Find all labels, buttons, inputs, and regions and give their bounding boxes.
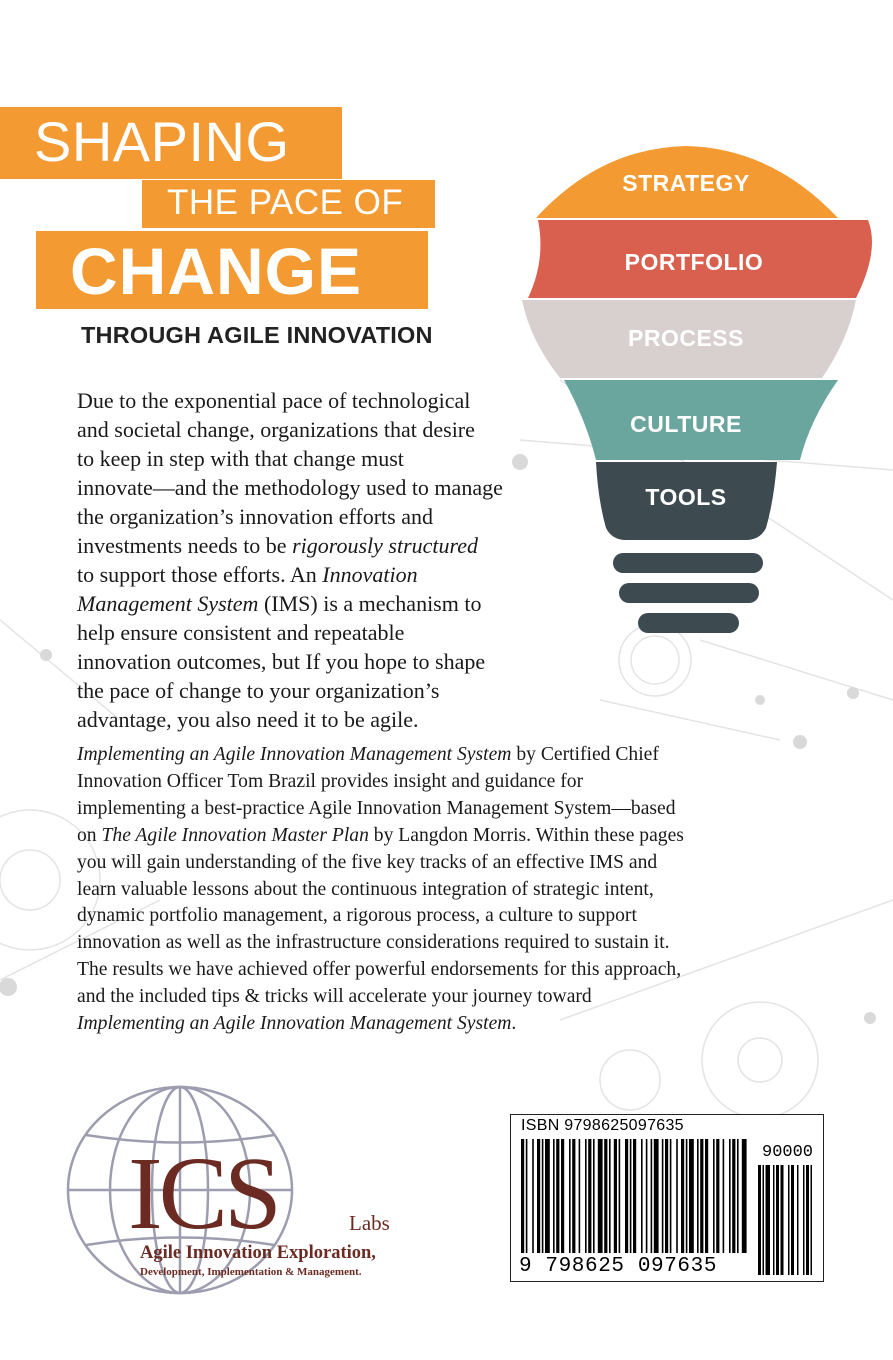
text-fragment: .: [511, 1013, 517, 1035]
isbn-barcode: [510, 1114, 824, 1282]
barcode-bar: [609, 1139, 611, 1253]
barcode-bar: [556, 1139, 559, 1253]
text-fragment: on: [77, 824, 102, 846]
barcode-bar: [630, 1139, 632, 1253]
barcode-bar: [537, 1139, 540, 1253]
barcode-bar: [569, 1139, 571, 1253]
text-line: you will gain understanding of the five key tracks of an effective IMS and: [77, 851, 658, 873]
subtitle: THROUGH AGILE INNOVATION: [81, 322, 433, 348]
bulb-label-tools: TOOLS: [645, 484, 727, 510]
barcode-bar: [646, 1139, 648, 1253]
barcode-bar: [737, 1139, 739, 1253]
barcode-bar: [633, 1139, 636, 1253]
text-fragment: to support those efforts. An: [77, 562, 323, 587]
barcode-bar: [689, 1139, 694, 1253]
barcode-bar: [614, 1139, 617, 1253]
barcode-bar: [766, 1165, 771, 1275]
bulb-label-culture: CULTURE: [630, 411, 742, 437]
barcode-bar: [806, 1165, 809, 1275]
barcode-bar: [763, 1165, 765, 1275]
title-line-3: CHANGE: [70, 234, 363, 308]
barcode-bar: [662, 1139, 664, 1253]
barcode-bar: [716, 1139, 719, 1253]
title-line-2: THE PACE OF: [167, 183, 404, 222]
barcode-bar: [588, 1139, 591, 1253]
text-line: help ensure consistent and repeatable: [77, 620, 405, 645]
text-line: innovation outcomes, but If you hope to shape: [77, 649, 486, 674]
barcode-bar: [532, 1139, 534, 1253]
text-line: learn valuable lessons about the continuous integration of strategic intent,: [77, 878, 654, 900]
logo-tagline-1: Agile Innovation Exploration,: [140, 1243, 376, 1263]
barcode-bar: [713, 1139, 715, 1253]
bulb-label-process: PROCESS: [628, 325, 744, 351]
barcode-bar: [697, 1139, 699, 1253]
barcode-bar: [788, 1165, 790, 1275]
barcode-bar: [654, 1139, 659, 1253]
barcode-bar: [776, 1165, 779, 1275]
barcode-bar: [729, 1139, 731, 1253]
text-line: The results we have achieved offer powerful endorsements for this approach,: [77, 959, 682, 981]
bulb-base-bar-1: [613, 553, 763, 573]
text-fragment: by Certified Chief: [511, 744, 659, 765]
barcode-bar: [545, 1139, 550, 1253]
text-line: implementing a best-practice Agile Innovation Management System—based: [77, 797, 676, 819]
barcode-bar: [572, 1139, 575, 1253]
text-fragment: (IMS) is a mechanism to: [258, 591, 482, 616]
text-line: innovation as well as the infrastructure considerations required to sustain it.: [77, 932, 670, 954]
text-fragment: investments needs to be: [77, 533, 293, 558]
text-line: Due to the exponential pace of technological: [77, 388, 471, 413]
text-line: innovate—and the methodology used to manage: [77, 475, 503, 500]
text-line: to keep in step with that change must: [77, 446, 404, 471]
barcode-bar: [593, 1139, 595, 1253]
bulb-label-strategy: STRATEGY: [622, 170, 750, 196]
text-line: Innovation Officer Tom Brazil provides insight and guidance for: [77, 770, 584, 792]
text-line: and societal change, organizations that desire: [77, 417, 475, 442]
logo-labs: Labs: [349, 1211, 390, 1235]
logo-letters: ICS: [128, 1136, 278, 1251]
text-fragment: by Langdon Morris. Within these pages: [368, 824, 684, 846]
barcode-bar: [641, 1139, 643, 1253]
barcode-bar: [676, 1139, 678, 1253]
barcode-bar: [625, 1139, 628, 1253]
barcode-bar: [585, 1139, 587, 1253]
text-line: and the included tips & tricks will accelerate your journey toward: [77, 986, 592, 1008]
text-line: the pace of change to your organization’s: [77, 678, 440, 703]
text-line: dynamic portfolio management, a rigorous process, a culture to support: [77, 905, 637, 927]
barcode-bar: [604, 1139, 607, 1253]
bulb-base-bar-2: [619, 583, 759, 603]
bulb-label-portfolio: PORTFOLIO: [624, 249, 764, 275]
italic-fragment: Management System: [77, 591, 259, 616]
barcode-bar: [542, 1139, 544, 1253]
barcode-bar: [651, 1139, 653, 1253]
italic-fragment: The Agile Innovation Master Plan: [101, 824, 369, 846]
barcode-bar: [791, 1165, 794, 1275]
barcode-bar: [705, 1139, 708, 1253]
barcode-bar: [803, 1165, 805, 1275]
barcode-bar: [665, 1139, 668, 1253]
barcode-bar: [670, 1139, 672, 1253]
barcode-bar: [700, 1139, 703, 1253]
barcode-bar: [758, 1165, 761, 1275]
text-line: advantage, you also need it to be agile.: [77, 707, 419, 732]
barcode-bar: [526, 1139, 528, 1253]
barcode-bar: [686, 1139, 688, 1253]
text-line: the organization’s innovation efforts and: [77, 504, 433, 529]
barcode-bar: [579, 1139, 581, 1253]
barcode-bar: [598, 1139, 603, 1253]
bulb-base-bar-3: [638, 613, 739, 633]
italic-fragment: rigorously structured: [292, 533, 479, 558]
isbn-digits: 9 798625 097635: [519, 1255, 718, 1278]
barcode-bar: [723, 1139, 725, 1253]
barcode-bar: [521, 1139, 524, 1253]
barcode-bar: [619, 1139, 621, 1253]
barcode-bar: [742, 1139, 747, 1253]
barcode-bar: [781, 1165, 784, 1275]
barcode-bar: [553, 1139, 555, 1253]
barcode-bar: [797, 1165, 799, 1275]
barcode-bar: [773, 1165, 775, 1275]
italic-fragment: Implementing an Agile Innovation Management System: [77, 744, 512, 765]
barcode-bar: [681, 1139, 684, 1253]
barcode-bar: [561, 1139, 564, 1253]
barcode-bar: [732, 1139, 735, 1253]
barcode-bar: [811, 1165, 813, 1275]
isbn-label: ISBN 9798625097635: [521, 1117, 684, 1134]
logo-tagline-2: Development, Implementation & Management.: [140, 1266, 362, 1278]
italic-fragment: Innovation: [322, 562, 418, 587]
price-code: 90000: [762, 1143, 814, 1162]
title-line-1: SHAPING: [34, 110, 290, 173]
italic-fragment: Implementing an Agile Innovation Management System: [77, 1013, 512, 1035]
